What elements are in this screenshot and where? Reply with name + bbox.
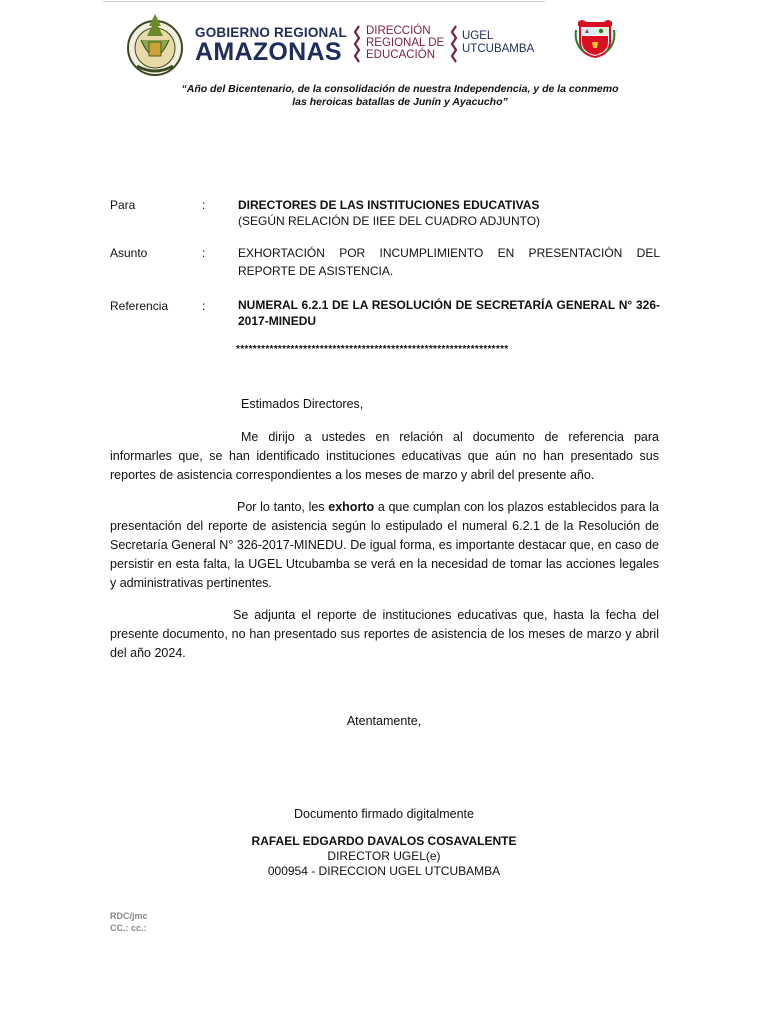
- para-note: (SEGÚN RELACIÓN DE IIEE DEL CUADRO ADJUNTO): [238, 214, 541, 228]
- top-rule: [103, 1, 545, 2]
- colon: :: [202, 299, 206, 313]
- closing: Atentamente,: [346, 714, 422, 728]
- greeting: Estimados Directores,: [241, 397, 364, 411]
- asunto-value: EXHORTACIÓN POR INCUMPLIMIENTO EN PRESENTACIÓN DEL REPORTE DE ASISTENCIA.: [238, 246, 660, 278]
- para-label: Para: [110, 198, 136, 212]
- emphasis-exhorto: exhorto: [328, 500, 375, 514]
- memo-para-row: [110, 196, 660, 232]
- asunto-label: Asunto: [110, 246, 148, 260]
- paragraph-1: Me dirijo a ustedes en relación al documento de referencia para informarles que, se han identificado instituciones educativas que aún no han presentado sus reportes de asistencia correspondientes a los meses de marzo y abril del presente año.: [110, 430, 659, 482]
- signer-name: RAFAEL EDGARDO DAVALOS COSAVALENTE: [251, 834, 517, 848]
- signature-block: [180, 834, 588, 879]
- ugel-label: UGEL UTCUBAMBA: [462, 30, 535, 55]
- colon: :: [202, 198, 206, 212]
- org-name-line2: AMAZONAS: [195, 38, 342, 66]
- para-value: [238, 196, 660, 230]
- para-recipients: DIRECTORES DE LAS INSTITUCIONES EDUCATIVAS: [238, 198, 540, 212]
- zigzag-divider-icon: [450, 25, 458, 63]
- zigzag-divider-icon: [353, 25, 361, 63]
- memo-asunto-row: [110, 244, 660, 282]
- separator-stars: *****************************************************************: [236, 344, 509, 355]
- dre-label: DIRECCIÓN REGIONAL DE EDUCACIÓN: [366, 25, 445, 61]
- letterhead: [120, 8, 540, 82]
- signer-office: 000954 - DIRECCION UGEL UTCUBAMBA: [267, 864, 501, 878]
- signer-title: DIRECTOR UGEL(e): [327, 849, 441, 863]
- org-name-line1: GOBIERNO REGIONAL: [195, 25, 347, 40]
- paragraph-2: Por lo tanto, les exhorto a que cumplan con los plazos establecidos para la presentación del reporte de asistencia según lo estipulado el numeral 6.2.1 de la Resolución de Secretaría General N° 326-2017-MINEDU. De igual forma, es importante destacar que, en caso de persistir en esta falta, la UGEL Utcubamba se verá en la necesidad de tomar las acciones legales y administrativas pertinentes.: [110, 500, 660, 590]
- year-motto: “Año del Bicentenario, de la consolidación de nuestra Independencia, y de la conmemo las heroicas batallas de Junín y Ayacucho”: [181, 83, 619, 108]
- reference-initials: RDC/jmc CC.: cc.:: [110, 911, 148, 933]
- referencia-label: Referencia: [110, 299, 169, 313]
- paragraph-3: Se adjunta el reporte de instituciones educativas que, hasta la fecha del presente documento, no han presentado sus reportes de asistencia de los meses de marzo y abril del año 2024.: [110, 608, 659, 660]
- digital-signature-note: Documento firmado digitalmente: [294, 807, 474, 821]
- colon: :: [202, 246, 206, 260]
- referencia-value: NUMERAL 6.2.1 DE LA RESOLUCIÓN DE SECRETARÍA GENERAL N° 326-2017-MINEDU: [238, 298, 660, 328]
- regional-seal-icon: [125, 10, 185, 80]
- peru-coat-of-arms-icon: [574, 16, 616, 58]
- memo-referencia-row: [110, 297, 660, 335]
